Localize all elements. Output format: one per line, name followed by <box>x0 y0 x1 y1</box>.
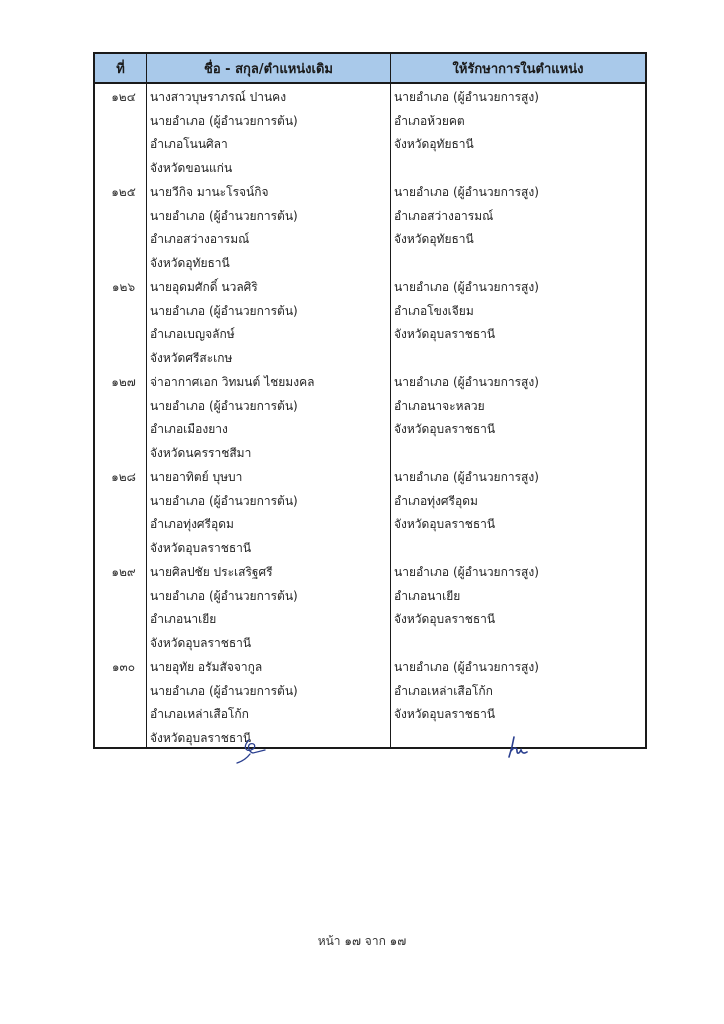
page-number: หน้า ๑๗ จาก ๑๗ <box>317 934 407 948</box>
old-position-cell <box>147 84 391 179</box>
old-title: นายอำเภอ (ผู้อำนวยการต้น) <box>150 398 298 413</box>
new-district: อำเภอนาเยีย <box>394 588 461 603</box>
new-title: นายอำเภอ (ผู้อำนวยการสูง) <box>394 565 539 579</box>
old-district: อำเภอนาเยีย <box>150 612 217 626</box>
row-number: ๑๒๖ <box>95 274 147 369</box>
acting-position-cell <box>391 179 645 274</box>
old-title: นายอำเภอ (ผู้อำนวยการต้น) <box>150 588 298 603</box>
header-no: ที่ <box>95 54 147 82</box>
old-district: อำเภอเหล่าเสือโก้ก <box>150 707 249 721</box>
old-province: จังหวัดอุบลราชธานี <box>150 635 252 650</box>
person-name: นายวีกิจ มานะโรจน์กิจ <box>150 185 269 199</box>
old-province: จังหวัดนครราชสีมา <box>150 445 252 460</box>
signature-left-icon <box>235 738 275 766</box>
row-number: ๑๒๘ <box>95 464 147 559</box>
old-district: อำเภอทุ่งศรีอุดม <box>150 517 234 531</box>
old-province: จังหวัดอุบลราชธานี <box>150 540 252 555</box>
new-title: นายอำเภอ (ผู้อำนวยการสูง) <box>394 185 539 199</box>
new-province: จังหวัดอุบลราชธานี <box>394 612 496 626</box>
table-row <box>95 654 645 747</box>
acting-position-cell <box>391 559 645 654</box>
table-row <box>95 84 645 179</box>
table-row <box>95 274 645 369</box>
person-name: จ่าอากาศเอก วิทมนต์ ไชยมงคล <box>150 375 315 389</box>
old-district: อำเภอสว่างอารมณ์ <box>150 232 250 246</box>
person-name: นายอุทัย อรัมสัจจากูล <box>150 660 263 674</box>
row-number: ๑๒๔ <box>95 84 147 179</box>
table-row <box>95 369 645 464</box>
header-acting-position: ให้รักษาการในตำแหน่ง <box>452 61 584 77</box>
new-province: จังหวัดอุบลราชธานี <box>394 327 496 341</box>
old-position-cell <box>147 654 391 747</box>
row-number: ๑๒๕ <box>95 179 147 274</box>
old-position-cell <box>147 559 391 654</box>
new-province: จังหวัดอุทัยธานี <box>394 137 474 151</box>
old-title: นายอำเภอ (ผู้อำนวยการต้น) <box>150 683 298 698</box>
new-title: นายอำเภอ (ผู้อำนวยการสูง) <box>394 90 539 104</box>
table-row <box>95 179 645 274</box>
acting-position-cell <box>391 654 645 747</box>
new-district: อำเภอสว่างอารมณ์ <box>394 208 494 223</box>
old-title: นายอำเภอ (ผู้อำนวยการต้น) <box>150 303 298 318</box>
new-province: จังหวัดอุบลราชธานี <box>394 707 496 721</box>
table-row <box>95 559 645 654</box>
new-title: นายอำเภอ (ผู้อำนวยการสูง) <box>394 375 539 389</box>
table-body <box>95 84 645 747</box>
old-position-cell <box>147 464 391 559</box>
header-name-old-position: ชื่อ - สกุล/ตำแหน่งเดิม <box>147 54 391 82</box>
new-district: อำเภอทุ่งศรีอุดม <box>394 493 478 508</box>
person-name: นายอุดมศักดิ์ นวลศิริ <box>150 280 258 294</box>
acting-position-cell <box>391 274 645 369</box>
person-name: นางสาวบุษราภรณ์ ปานคง <box>150 90 287 104</box>
acting-position-cell <box>391 84 645 179</box>
old-title: นายอำเภอ (ผู้อำนวยการต้น) <box>150 493 298 508</box>
person-name: นายอาทิตย์ บุษบา <box>150 470 243 484</box>
old-province: จังหวัดอุทัยธานี <box>150 255 230 270</box>
signature-right-icon <box>505 735 531 761</box>
old-position-cell <box>147 179 391 274</box>
old-title: นายอำเภอ (ผู้อำนวยการต้น) <box>150 113 298 128</box>
table-row <box>95 464 645 559</box>
new-province: จังหวัดอุทัยธานี <box>394 232 474 246</box>
acting-position-cell <box>391 464 645 559</box>
old-title: นายอำเภอ (ผู้อำนวยการต้น) <box>150 208 298 223</box>
new-district: อำเภอโขงเจียม <box>394 303 474 318</box>
new-title: นายอำเภอ (ผู้อำนวยการสูง) <box>394 470 539 484</box>
appointment-table <box>93 52 647 749</box>
new-province: จังหวัดอุบลราชธานี <box>394 422 496 436</box>
new-title: นายอำเภอ (ผู้อำนวยการสูง) <box>394 660 539 674</box>
old-province: จังหวัดศรีสะเกษ <box>150 350 233 365</box>
table-header <box>95 54 645 84</box>
old-district: อำเภอเมืองยาง <box>150 422 228 436</box>
old-province: จังหวัดอุบลราชธานี <box>150 730 252 745</box>
row-number: ๑๒๗ <box>95 369 147 464</box>
old-position-cell <box>147 369 391 464</box>
acting-position-cell <box>391 369 645 464</box>
old-district: อำเภอเบญจลักษ์ <box>150 327 235 341</box>
row-number: ๑๓๐ <box>95 654 147 747</box>
old-district: อำเภอโนนศิลา <box>150 137 228 151</box>
new-district: อำเภอเหล่าเสือโก้ก <box>394 683 493 698</box>
new-title: นายอำเภอ (ผู้อำนวยการสูง) <box>394 280 539 294</box>
old-province: จังหวัดขอนแก่น <box>150 160 233 175</box>
person-name: นายศิลปชัย ประเสริฐศรี <box>150 565 273 579</box>
new-district: อำเภอห้วยคต <box>394 113 465 128</box>
row-number: ๑๒๙ <box>95 559 147 654</box>
new-province: จังหวัดอุบลราชธานี <box>394 517 496 531</box>
old-position-cell <box>147 274 391 369</box>
new-district: อำเภอนาจะหลวย <box>394 398 485 413</box>
